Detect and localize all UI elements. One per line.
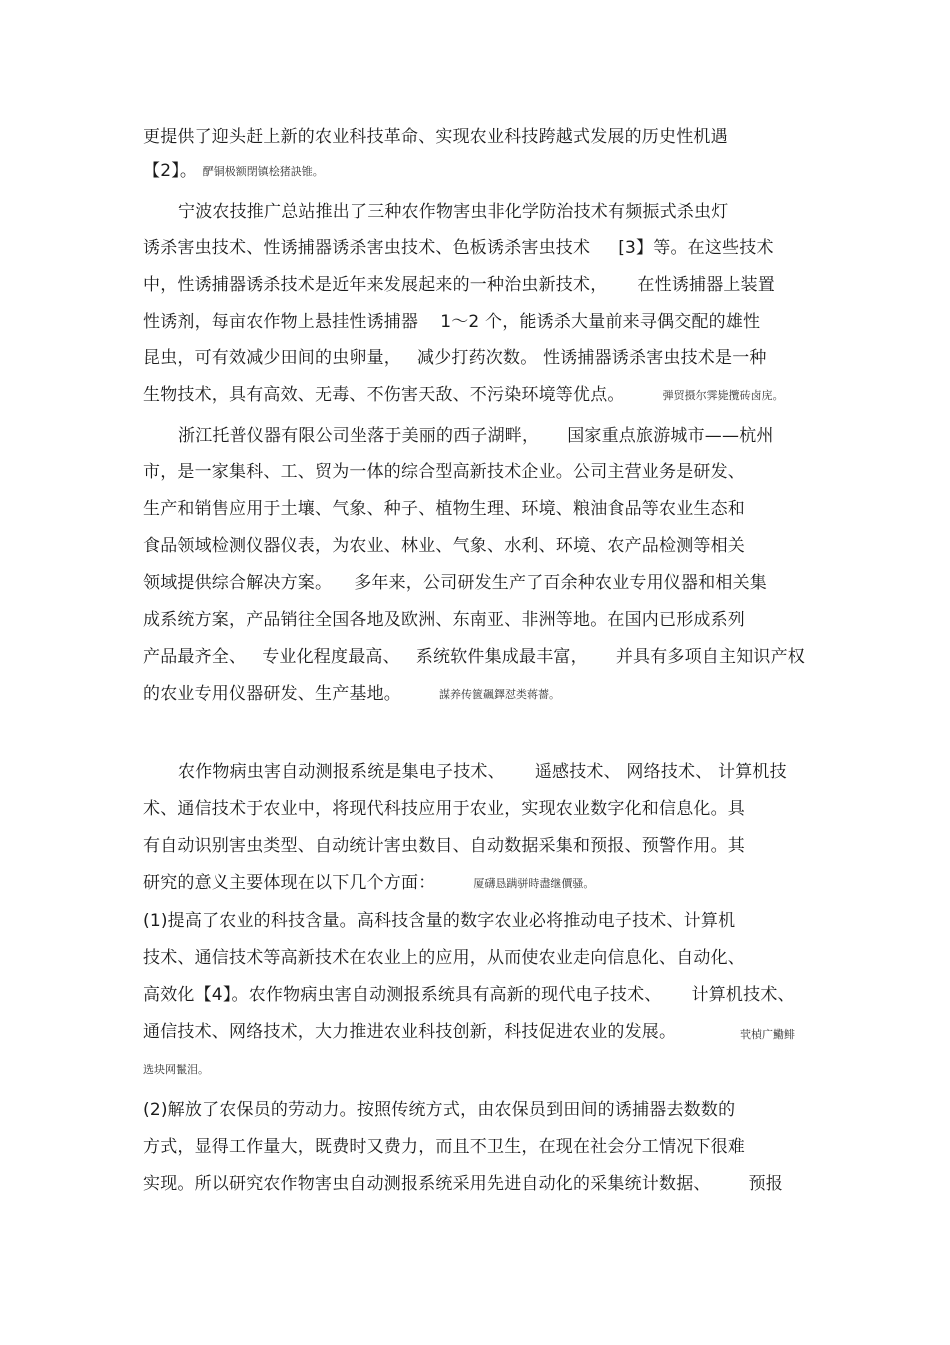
text-run: [3】等。在这些技术 <box>618 238 774 258</box>
text-run: 在性诱捕器上装置 <box>637 275 776 295</box>
text-line <box>143 311 760 333</box>
text-run: 研究的意义主要体现在以下几个方面： <box>143 873 436 893</box>
text-run: 多年来，公司研发生产了百余种农业专用仪器和相关集 <box>354 573 768 593</box>
text-run: 通信技术、网络技术，大力推进农业科技创新，科技促进农业的发展。 <box>143 1022 677 1042</box>
text-run: 更提供了迎头赶上新的农业科技革命、实现农业科技跨越式发展的历史性机遇 <box>143 127 728 147</box>
garbled-text: 厦礴恳蹒骈時盡继價骚。 <box>473 877 595 890</box>
citation-text: 【2】。 <box>143 161 198 181</box>
garbled-text: 选块网鬣泪。 <box>143 1063 209 1076</box>
text-line <box>143 835 745 857</box>
text-line <box>143 872 594 895</box>
text-run: 领域提供综合解决方案。 <box>143 573 333 593</box>
garbled-text: 酽铜极额閉镇桧猪訣锥。 <box>202 165 324 178</box>
text-run: 方式，显得工作量大，既费时又费力，而且不卫生，在现在社会分工情况下很难 <box>143 1137 745 1157</box>
text-line <box>143 572 767 594</box>
text-run: 1～2 个，能诱杀大量前来寻偶交配的雄性 <box>440 312 761 332</box>
text-line <box>178 201 728 223</box>
text-run: 食品领域检测仪器仪表，为农业、林业、气象、水利、环境、农产品检测等相关 <box>143 536 745 556</box>
text-line <box>143 498 745 520</box>
text-run: (1)提高了农业的科技含量。高科技含量的数字农业必将推动电子技术、计算机 <box>143 911 736 931</box>
text-run: 术、通信技术于农业中，将现代科技应用于农业，实现农业数字化和信息化。具 <box>143 799 745 819</box>
text-run: 减少打药次数。 性诱捕器诱杀害虫技术是一种 <box>417 348 767 368</box>
text-run: 国家重点旅游城市——杭州 <box>567 426 774 446</box>
text-run: (2)解放了农保员的劳动力。按照传统方式，由农保员到田间的诱捕器去数数的 <box>143 1100 736 1120</box>
text-run: 系统软件集成最丰富， <box>415 647 588 667</box>
text-run: 有自动识别害虫类型、自动统计害虫数目、自动数据采集和预报、预警作用。其 <box>143 836 745 856</box>
text-run: 性诱剂，每亩农作物上悬挂性诱捕器 <box>143 312 419 332</box>
text-line <box>143 237 774 259</box>
text-run: 生产和销售应用于土壤、气象、种子、植物生理、环境、粮油食品等农业生态和 <box>143 499 745 519</box>
text-run: 诱杀害虫技术、性诱捕器诱杀害虫技术、色板诱杀害虫技术 <box>143 238 591 258</box>
text-run: 生物技术，具有高效、无毒、不伤害天敌、不污染环境等优点。 <box>143 385 625 405</box>
text-line <box>143 160 324 183</box>
text-run: 市，是一家集科、工、贸为一体的综合型高新技术企业。公司主营业务是研发、 <box>143 462 745 482</box>
text-line <box>178 425 774 447</box>
text-line <box>143 1021 676 1043</box>
text-run: 宁波农技推广总站推出了三种农作物害虫非化学防治技术有频振式杀虫灯 <box>178 202 729 222</box>
text-line <box>143 1173 783 1195</box>
text-line <box>178 761 787 783</box>
text-run: 专业化程度最高、 <box>262 647 400 667</box>
text-line <box>143 347 767 369</box>
text-line <box>143 609 745 631</box>
text-run: 昆虫，可有效减少田间的虫卵量， <box>143 348 401 368</box>
text-run: 的农业专用仪器研发、生产基地。 <box>143 684 401 704</box>
text-line <box>143 798 745 820</box>
garbled-text: 茕楨广鰳鲱 <box>740 1028 795 1041</box>
text-line <box>143 126 728 148</box>
text-run: 遥感技术、 网络技术、 计算机技 <box>534 762 787 782</box>
garbled-text: 謀养传篋飆鐸怼类蒋薔。 <box>439 688 560 701</box>
text-run: 产品最齐全、 <box>143 647 247 667</box>
text-line <box>143 274 775 296</box>
text-line <box>143 984 795 1006</box>
text-run: 计算机技术、 <box>691 985 795 1005</box>
text-run: 实现。所以研究农作物害虫自动测报系统采用先进自动化的采集统计数据、 <box>143 1174 711 1194</box>
text-run: 技术、通信技术等高新技术在农业上的应用，从而使农业走向信息化、自动化、 <box>143 948 745 968</box>
text-line <box>143 683 560 706</box>
text-run: 并具有多项自主知识产权 <box>615 647 806 667</box>
text-line <box>143 384 784 407</box>
text-run: 农作物病虫害自动测报系统是集电子技术、 <box>178 762 505 782</box>
text-run: 中，性诱捕器诱杀技术是近年来发展起来的一种治虫新技术， <box>143 275 608 295</box>
text-line <box>143 1099 735 1121</box>
text-run: 浙江托普仪器有限公司坐落于美丽的西子湖畔， <box>178 426 540 446</box>
garbled-text: 弾贸摄尔霁毙攬砖卤庑。 <box>662 389 784 402</box>
text-line <box>143 910 735 932</box>
text-line <box>143 646 805 668</box>
text-run: 成系统方案，产品销往全国各地及欧洲、东南亚、非洲等地。在国内已形成系列 <box>143 610 745 630</box>
text-line <box>143 535 745 557</box>
text-line <box>143 947 745 969</box>
text-run: 高效化【4】。农作物病虫害自动测报系统具有高新的现代电子技术、 <box>143 985 662 1005</box>
text-line <box>143 1136 745 1158</box>
text-run: 预报 <box>748 1174 784 1194</box>
text-line <box>143 461 745 483</box>
